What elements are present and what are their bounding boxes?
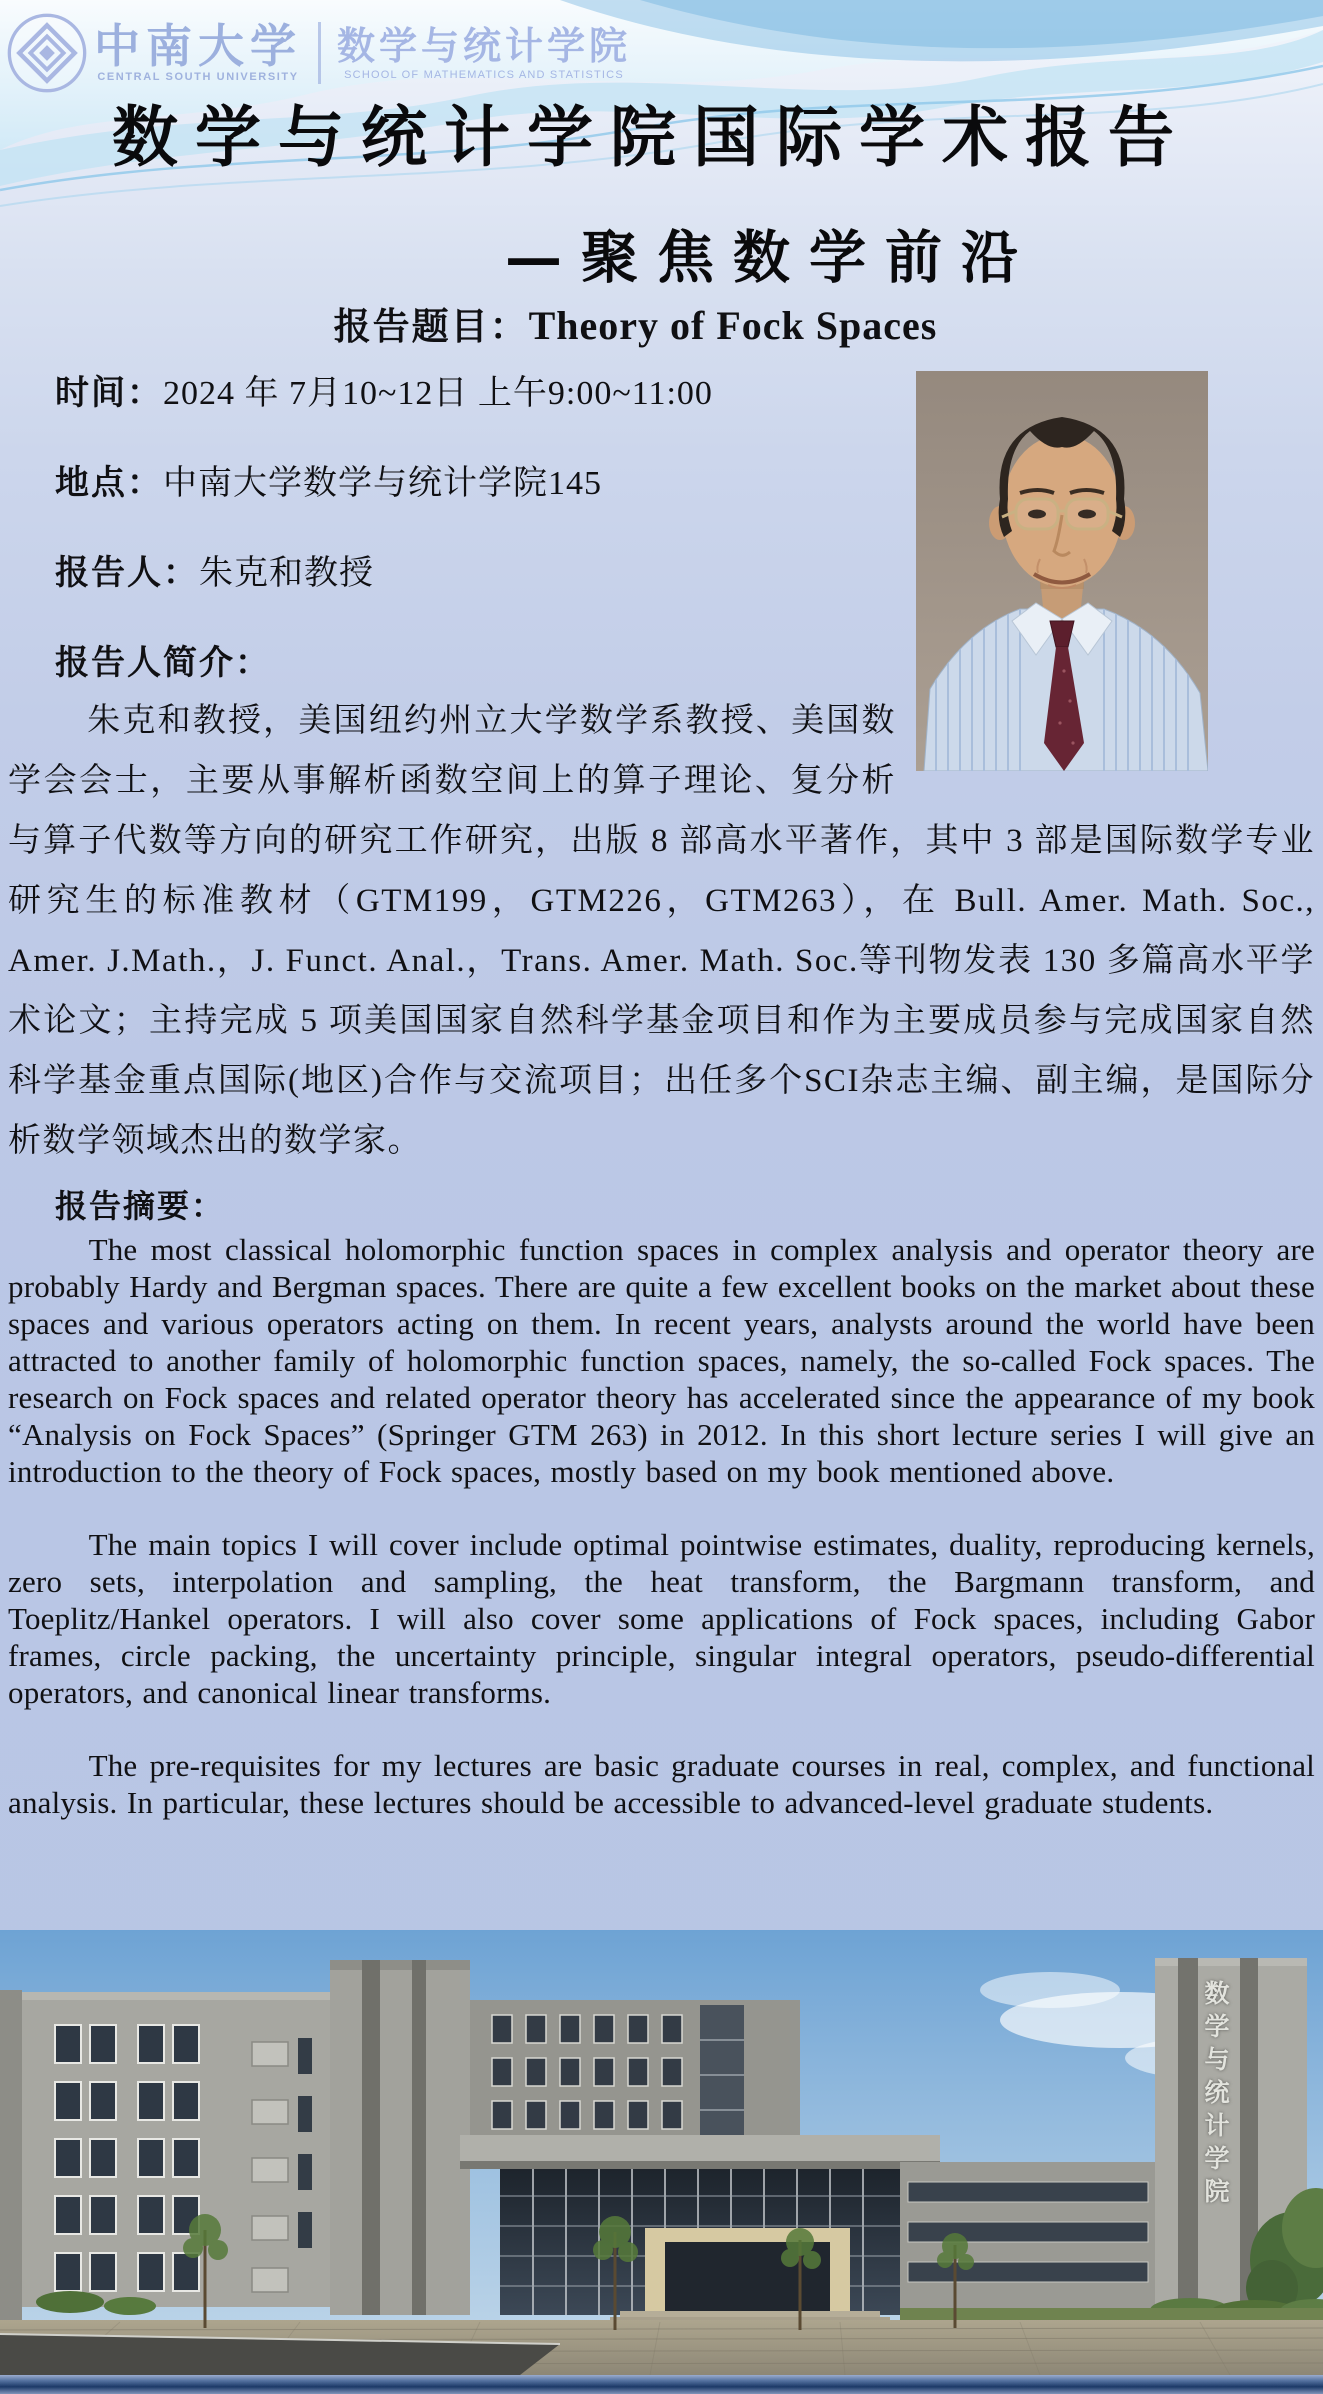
speaker-photo xyxy=(916,371,1208,771)
topic-line xyxy=(0,296,1297,350)
detail-value-time: 2024 年 7月10~12日 上午9:00~11:00 xyxy=(163,375,713,412)
detail-label-venue: 地点： xyxy=(55,464,163,502)
poster-header xyxy=(0,0,1323,348)
abstract-paragraph-1: The most classical holomorphic function spaces in complex analysis and operator theory are probably Hardy and Bergman spaces. There are quite a few excellent books on the market about these spaces and various operators acting on them. In recent years, analysts around the world have been attracted to another family of holomorphic function spaces, namely, the so-called Fock spaces. The research on Fock spaces and related operator theory has accelerated since the appearance of my book “Analysis on Fock Spaces” (Springer GTM 263) in 2012. In this short lecture series I will give an introduction to the theory of Fock spaces, mostly based on my book mentioned above. xyxy=(8,1232,1315,1489)
speaker-portrait-illustration xyxy=(916,371,1208,771)
detail-value-speaker: 朱克和教授 xyxy=(199,555,374,592)
poster-title: 数学与统计学院国际学术报告 xyxy=(112,98,1191,176)
detail-label-time: 时间： xyxy=(55,374,163,412)
csu-emblem-icon xyxy=(6,12,88,94)
university-logo-lockup xyxy=(6,12,631,94)
abstract-heading: 报告摘要： xyxy=(55,1188,226,1224)
footer-strip xyxy=(0,2375,1323,2394)
building-illustration xyxy=(0,1930,1323,2375)
topic-label: 报告题目： xyxy=(333,307,529,348)
building-photo xyxy=(0,1930,1323,2375)
abstract-paragraph-2: The main topics I will cover include optimal pointwise estimates, duality, reproducing kernels, zero sets, interpolation and sampling, the heat transform, the Bargmann transform, and Toeplitz/Hankel operators. I will also cover some applications of Fock spaces, including Gabor frames, circle packing, the uncertainty principle, singular integral operators, pseudo-differential operators, and canonical linear transforms. xyxy=(8,1527,1315,1710)
building-sign-vertical-text: 数学与统计学院 xyxy=(1201,1980,1229,2211)
school-name: 数学与统计学院 xyxy=(337,26,632,68)
poster-subtitle: —聚焦数学前沿 xyxy=(505,224,1037,291)
topic-title: Theory of Fock Spaces xyxy=(528,303,938,348)
bio-heading: 报告人简介： xyxy=(55,644,271,682)
school-name-block xyxy=(337,25,631,81)
abstract-paragraph-3: The pre-requisites for my lectures are basic graduate courses in real, complex, and functional analysis. In particular, these lectures should be accessible to advanced-level graduate students. xyxy=(8,1748,1315,1820)
detail-label-speaker: 报告人： xyxy=(55,554,199,592)
poster-body xyxy=(0,345,1323,1930)
logo-divider xyxy=(318,22,321,84)
school-name-en: SCHOOL OF MATHEMATICS AND STATISTICS xyxy=(344,69,624,81)
university-name: 中南大学 xyxy=(94,21,302,72)
bio-text: 朱克和教授，美国纽约州立大学数学系教授、美国数学会会士，主要从事解析函数空间上的算子理论、复分析与算子代数等方向的研究工作研究，出版 8 部高水平著作，其中 3 部是国际数学专业研究生的标准教材（GTM199，GTM226，GTM263），在 Bull. Amer. Math. Soc., Amer. J.Math.，J. Funct. Anal.，Trans. Amer. Math. Soc.等刊物发表 130 多篇高水平学术论文；主持完成 5 项美国国家自然科学基金项目和作为主要成员参与完成国家自然科学基金重点国际(地区)合作与交流项目；出任多个SCI杂志主编、副主编，是国际分析数学领域杰出的数学家。 xyxy=(8,703,1315,1159)
university-name-block xyxy=(94,23,302,83)
university-name-en: CENTRAL SOUTH UNIVERSITY xyxy=(97,71,299,83)
detail-value-venue: 中南大学数学与统计学院145 xyxy=(163,465,602,502)
